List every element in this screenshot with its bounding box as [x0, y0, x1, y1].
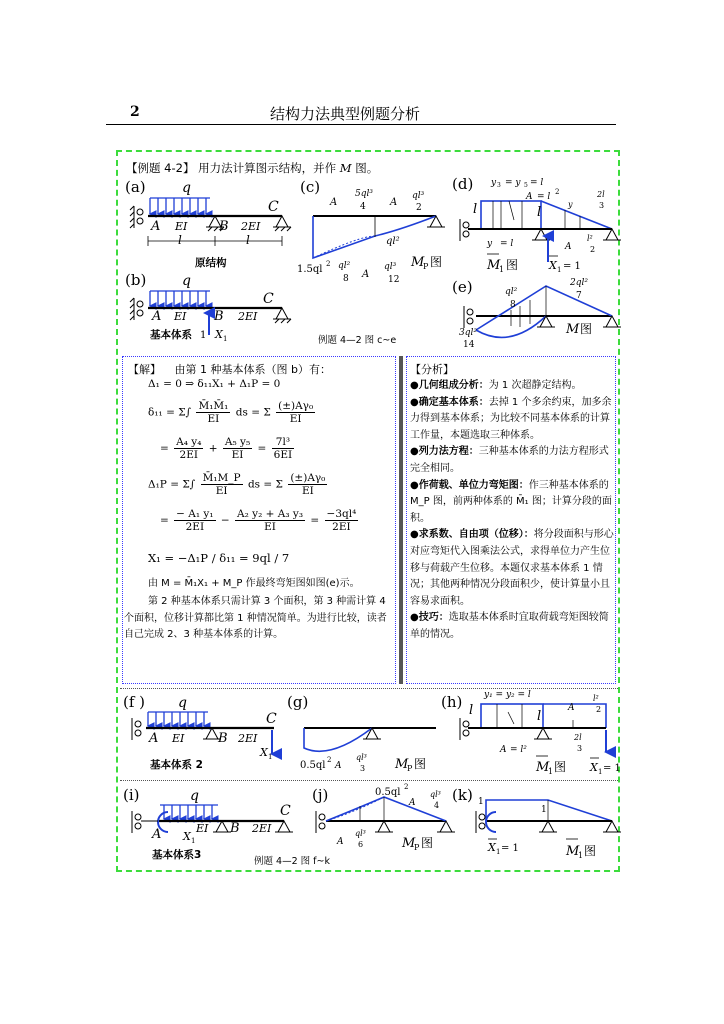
frac-7l3-den: 6EI [273, 449, 293, 461]
M1-sub-d: 1 [499, 265, 505, 274]
g-MP: M [395, 757, 409, 772]
g-A1-top: ql³ [356, 753, 367, 762]
page-number: 2 [130, 104, 140, 120]
running-title: 结构力法典型例题分析 [270, 105, 421, 123]
X1-sub-d: 1 [557, 266, 562, 274]
q-label-i: q [190, 788, 199, 804]
A3-top-c: ql³ [384, 262, 397, 272]
h-X1-sub: 1 [598, 768, 603, 776]
load-f [148, 712, 208, 726]
ds-1: ds [235, 406, 248, 419]
analysis-body: 为 1 次超静定结构。 [488, 380, 582, 391]
M-fig-e: 图 [580, 322, 593, 336]
C-label-f: C [266, 711, 277, 727]
k-X1-eq: = 1 [501, 843, 519, 854]
problem-text-m: M [339, 161, 352, 175]
EI-label-a: EI [175, 220, 188, 233]
h-A3: A [568, 703, 575, 713]
A4-top-d: l² [587, 234, 593, 243]
h-A2-eq: = l² [510, 745, 527, 755]
analysis-body: 将分段面积与形心对应弯矩代入图乘法公式，求得单位力产生位移与荷载产生位移。本题仅求基本体系 1 情况；其他两种情况分段面积少，使计算量小且容易求面积。 [410, 529, 614, 607]
analysis-body: 去掉 1 个多余约束，加多余力得到基本体系；为比较不同基本体系的计算工作量，本题选取三种体系。 [410, 396, 612, 441]
y1-frac-top-d: 2l [597, 190, 605, 199]
label-d: (d) [452, 175, 474, 193]
h-M1-sub: 1 [548, 767, 554, 776]
h-A3-bot: 2 [596, 705, 602, 714]
frac-ay0-1-num: (±)Aγ₀ [278, 400, 314, 412]
h-y3-bot: 3 [577, 744, 583, 753]
h-l-1: l [469, 703, 474, 718]
delta11-sym: δ₁₁ [148, 406, 163, 419]
X1-label-b: X [215, 328, 223, 341]
label-c: (c) [300, 178, 321, 196]
A4-bot-d: 2 [590, 245, 596, 254]
A2-c: A [330, 197, 338, 208]
analysis-title: 【分析】 [410, 363, 454, 376]
y3-d: y [491, 178, 497, 188]
g-MP-sub: P [407, 764, 413, 773]
j-MP-sub: P [414, 843, 420, 852]
frac-m1m1-den: EI [207, 413, 220, 425]
MP-sub-c: P [423, 262, 429, 271]
h-fig: 图 [554, 760, 567, 774]
y1-d: y [568, 200, 573, 209]
frac-3ql4-num: −3ql⁴ [326, 508, 357, 520]
EI-label-i: EI [196, 822, 209, 835]
analysis-body: 作三种基本体系的 M_P 图，前两种体系的 M̄₁ 图；计算分段的面积。 [410, 479, 612, 524]
A-label-b: A [152, 309, 162, 324]
B-label-b: B [214, 309, 224, 324]
k-one-mid: 1 [541, 805, 547, 815]
2EI-label-i: 2EI [252, 822, 272, 835]
e-top-bot: 7 [576, 291, 582, 301]
j-A2-top: ql³ [430, 790, 441, 799]
k-one-left: 1 [478, 797, 484, 807]
j-fig: 图 [421, 836, 434, 850]
analysis-head: ●几何组成分析： [410, 380, 489, 391]
2EI-label-b: 2EI [238, 310, 258, 323]
EI-label-b: EI [174, 310, 187, 323]
g-value-exp: 2 [327, 756, 332, 764]
eq-l-d: = y [505, 178, 521, 188]
q-label-b: q [182, 273, 191, 289]
h-X1-eq: = 1 [603, 763, 621, 774]
frac-a5y5-num: A₅ y₅ [224, 436, 251, 448]
analysis-head: ●求系数、自由项（位移）： [410, 529, 534, 541]
mp-diagram-j [326, 797, 446, 821]
j-MP: M [402, 836, 416, 851]
X1-label-i: X [183, 830, 191, 843]
k-X1: X [488, 841, 496, 854]
2EI-label-f: 2EI [238, 732, 258, 745]
B-label-a: B [219, 219, 229, 234]
eq-delta1p: Δ₁P = Σ∫ $\frac{\text{M̄₁M\_P}}{EI}$ ds = Σ $\frac{\text{(±)Aγ₀}}{EI}$ [148, 472, 326, 497]
v15-exp-c: 2 [326, 260, 331, 268]
eq-delta1p-terms: = $\frac{\text{− A₁ y₁}}{2EI}$ − $\frac{\text{A₂ y₂ + A₃ y₃}}{EI}$ = $\frac{\text{−3ql⁴}}{2EI}$ [160, 508, 357, 533]
e-mid-bot: 8 [510, 300, 516, 310]
A-label-a: A [151, 219, 161, 234]
label-f: (f ) [123, 693, 146, 711]
g-value: 0.5ql [300, 760, 326, 771]
A5-d: A [526, 192, 533, 202]
h-l-2: l [537, 709, 542, 724]
analysis-head: ●技巧： [410, 612, 449, 624]
X1-sub-b: 1 [223, 335, 228, 343]
X1-eq-d: = 1 [563, 261, 581, 272]
frac-a4y4-num: A₄ y₄ [176, 436, 202, 448]
A1-c: A [390, 197, 398, 208]
caption-original: 原结构 [195, 257, 227, 269]
X1-sub-i: 1 [191, 837, 196, 845]
e-left-top: 3ql² [459, 328, 477, 338]
e-mid-top: ql² [505, 287, 518, 297]
k-fig: 图 [584, 844, 597, 858]
caption-basic2: 基本体系 2 [150, 759, 203, 771]
m1-diagram-k [486, 800, 612, 821]
y1-frac-bot-d: 3 [599, 201, 605, 210]
B-label-i: B [230, 821, 240, 836]
e-left-bot: 14 [463, 340, 475, 350]
frac-m1m1: $\frac{\text{M̄₁M̄₁}}{EI}$ [198, 400, 229, 425]
EI-label-f: EI [172, 732, 185, 745]
caption-ce: 例题 4—2 图 c~e [318, 335, 397, 346]
y2-d: y [487, 239, 493, 249]
B-label-f: B [218, 731, 228, 746]
frac-a5y5-den: EI [231, 449, 244, 461]
A-label-i: A [152, 827, 162, 842]
j-A1-top: ql³ [355, 829, 366, 838]
frac-ay0-2-num: (±)Aγ₀ [290, 472, 326, 484]
frac-7l3-num: 7l³ [272, 436, 295, 449]
frac-ay0-2-den: EI [301, 485, 314, 497]
mp-curve-g [304, 728, 372, 751]
A5-eq-d: = l [537, 192, 551, 202]
y2-eq-d: = l [500, 239, 514, 249]
A-label-f: A [149, 731, 159, 746]
A3-bot-c: 12 [388, 275, 400, 285]
l-label-d2: l [537, 205, 542, 220]
ql2-8-top-c: ql² [338, 261, 351, 271]
label-g: (g) [287, 693, 309, 711]
g-A1-bot: 3 [360, 764, 366, 773]
q-label-a: q [182, 180, 191, 196]
label-b: (b) [125, 271, 147, 289]
ql2-c: ql² [386, 236, 400, 247]
ql2-8-bot-c: 8 [343, 274, 349, 284]
ds-2: ds [247, 478, 261, 491]
X1-d: X [549, 259, 557, 272]
k-M1: M [566, 844, 580, 859]
j-A1: A [337, 837, 344, 847]
label-j: (j) [312, 786, 329, 804]
h-A2: A [500, 745, 507, 755]
frac-a1y1-num: − A₁ y₁ [176, 508, 214, 520]
A4-d: A [565, 242, 572, 252]
problem-label: 【例题 4-2】 [126, 161, 195, 175]
frac-a1y1-den: 2EI [185, 521, 205, 533]
l-label-d1: l [473, 202, 478, 217]
h-A3-top: l² [593, 694, 599, 703]
C-label-b: C [263, 291, 274, 307]
C-label-i: C [280, 803, 291, 819]
frac-ay0-1-den: EI [289, 413, 302, 425]
conclusion: 由 M = M̄₁X₁ + M_P 作最终弯矩图如图(e)示。 [148, 578, 360, 589]
frac-a2y2-den: EI [264, 521, 276, 533]
analysis-head: ●作荷载、单位力弯矩图： [410, 479, 529, 491]
h-M1: M [536, 760, 550, 775]
eq-delta11-terms: = $\frac{\text{A₄ y₄}}{2EI}$ + $\frac{\text{A₅ y₅}}{EI}$ = $\frac{\text{7l³}}{6EI}$ [160, 436, 293, 461]
problem-text-a: 用力法计算图示结构，并作 [198, 161, 337, 175]
caption-basic1: 基本体系 [150, 329, 192, 341]
frac-a4y4-den: 2EI [179, 449, 199, 461]
A1-bot-c: 2 [416, 203, 422, 213]
label-h: (h) [441, 693, 463, 711]
j-top: 0.5ql [375, 787, 401, 798]
delta1p-sym: Δ₁P [148, 478, 167, 491]
analysis-body: 三种基本体系的力法方程形式完全相同。 [410, 446, 609, 474]
analysis-body: 选取基本体系时宜取荷载弯矩图较简单的情况。 [410, 612, 609, 640]
eq-end-d: = l [530, 178, 544, 188]
frac-m1mp-den: EI [215, 485, 228, 497]
label-e: (e) [452, 278, 473, 296]
frac-a2y2-num: A₂ y₂ + A₃ y₃ [237, 508, 304, 520]
l-label-a1: l [178, 233, 182, 247]
e-top-top: 2ql² [570, 278, 588, 288]
h-X1: X [590, 761, 598, 774]
A2-top-c: 5ql³ [355, 189, 373, 199]
j-A2: A [409, 798, 416, 808]
g-A1: A [335, 761, 342, 771]
h-top: y₁ = y₂ = l [484, 690, 531, 700]
caption-basic3: 基本体系3 [152, 849, 202, 861]
q-label-f: q [178, 695, 187, 711]
label-i: (i) [123, 786, 140, 804]
y3-sub-d: 3 [497, 182, 501, 189]
h-y3-top: 2l [574, 733, 582, 742]
M-e: M [566, 322, 580, 337]
eq-delta1: Δ₁ = 0 ⇒ δ₁₁X₁ + Δ₁P = 0 [148, 378, 281, 390]
X1-label-f: X [260, 746, 268, 759]
M1-d: M [487, 258, 501, 273]
solution-intro: 由第 1 种基本体系（图 b）有： [174, 363, 331, 376]
caption-fk: 例题 4—2 图 f~k [254, 856, 330, 867]
analysis-head: ●列力法方程： [410, 446, 479, 458]
l-label-a2: l [246, 233, 250, 247]
frac-m1mp: $\frac{\text{M̄₁M\_P}}{EI}$ [202, 472, 241, 497]
2EI-label-a: 2EI [241, 220, 261, 233]
frac-3ql4-den: 2EI [332, 521, 351, 533]
X1-sub-f: 1 [268, 753, 273, 761]
MP-fig-c: 图 [430, 255, 443, 269]
v15-c: 1.5ql [297, 264, 323, 275]
load-i [160, 805, 218, 819]
y5-sub-d: 5 [524, 182, 528, 189]
M1-fig-d: 图 [506, 258, 519, 272]
caption-basic1-num: 1 [200, 330, 207, 341]
A2-bot-c: 4 [360, 202, 366, 212]
A3-c: A [362, 269, 370, 280]
C-label-a: C [268, 199, 279, 215]
eq-x1: X₁ = −Δ₁P / δ₁₁ = 9ql / 7 [148, 551, 290, 565]
A1-top-c: ql³ [412, 191, 425, 201]
eq-delta11: δ₁₁ = Σ∫ $\frac{\text{M̄₁M̄₁}}{EI}$ ds = Σ $\frac{\text{(±)Aγ₀}}{EI}$ [148, 400, 314, 425]
label-k: (k) [452, 786, 473, 804]
label-a: (a) [125, 178, 146, 196]
g-fig: 图 [414, 757, 427, 771]
k-M1-sub: 1 [578, 851, 584, 860]
A5-exp-d: 2 [555, 188, 560, 196]
solution-para: 第 2 种基本体系只需计算 3 个面积，第 3 种需计算 4 个面积，位移计算都比第 1 种情况简单。为进行比较，读者自己完成 2、3 种基本体系的计算。 [124, 596, 387, 641]
j-A2-bot: 4 [434, 801, 440, 810]
MP-label-c: M [411, 255, 425, 270]
solution-title-text: 【解】 [128, 363, 161, 376]
problem-text-b: 图。 [355, 161, 379, 175]
j-top-exp: 2 [404, 783, 409, 791]
j-A1-bot: 6 [358, 840, 364, 849]
analysis-head: ●确定基本体系： [410, 396, 489, 408]
k-X1-sub: 1 [496, 848, 501, 856]
